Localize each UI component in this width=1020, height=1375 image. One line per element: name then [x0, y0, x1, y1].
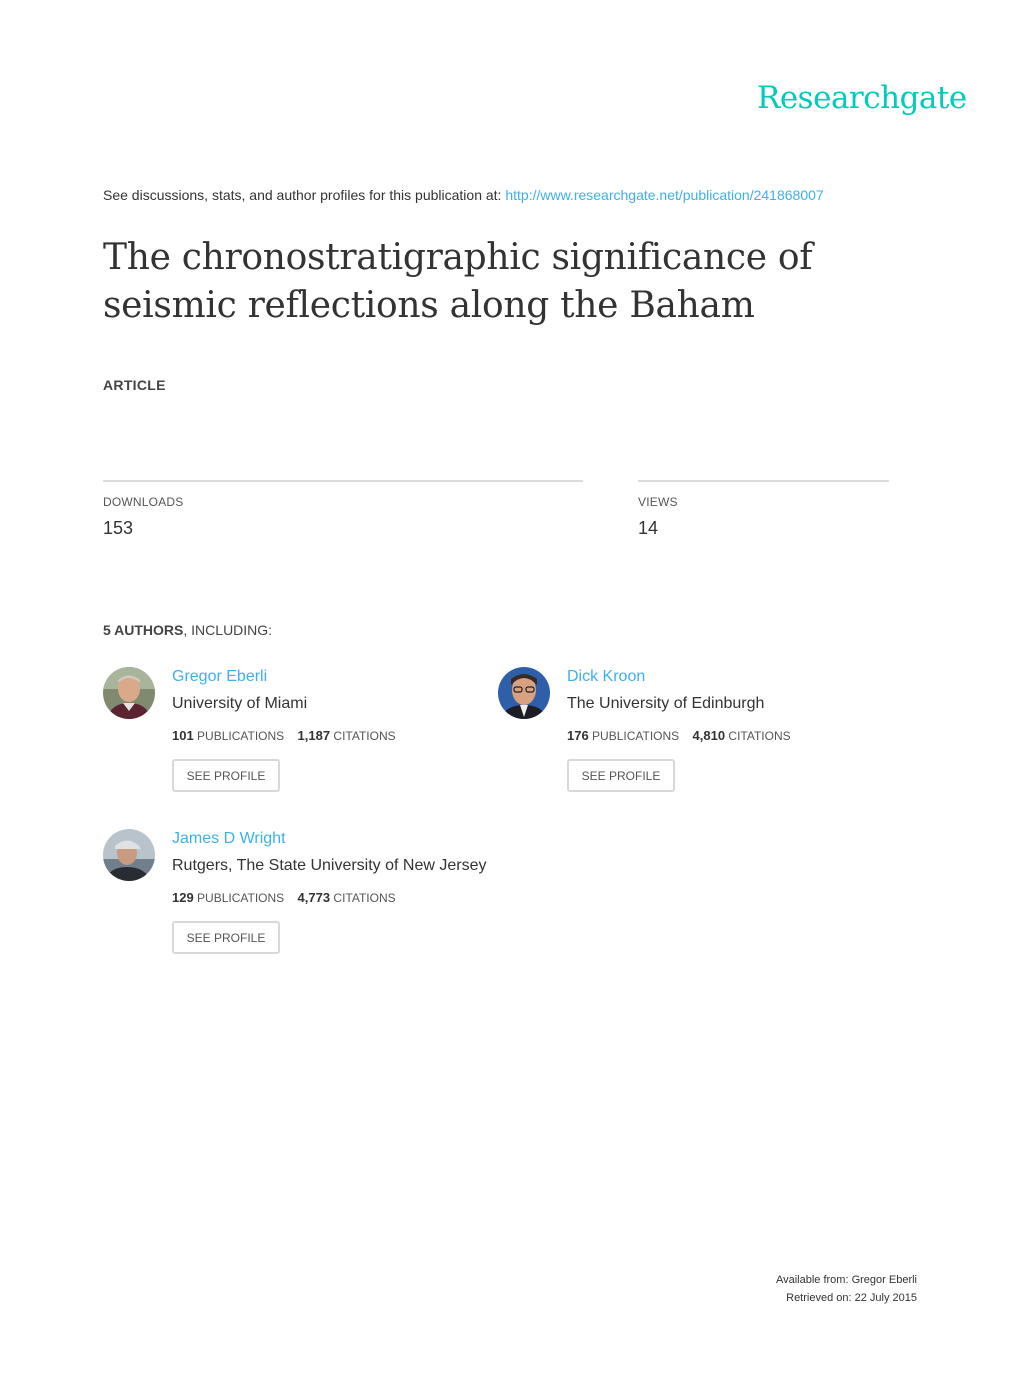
article-title: The chronostratigraphic significance of seismic reflections along the Baham	[103, 237, 813, 326]
person-photo-icon	[103, 667, 155, 719]
publication-link-line	[103, 187, 824, 203]
author-avatar[interactable]	[103, 667, 155, 719]
publications-count: 129	[172, 890, 194, 905]
author-name-link[interactable]: Gregor Eberli	[172, 668, 268, 685]
citations-count: 4,773	[297, 890, 331, 905]
publications-label: PUBLICATIONS	[197, 729, 285, 743]
author-institution: Rutgers, The State University of New Jersey	[172, 857, 487, 874]
author-name-link[interactable]: Dick Kroon	[567, 668, 646, 685]
author-stats	[567, 728, 791, 743]
downloads-divider	[103, 480, 583, 482]
author-name-link[interactable]: James D Wright	[172, 830, 286, 847]
views-label: VIEWS	[638, 495, 678, 509]
see-profile-button[interactable]: SEE PROFILE	[567, 759, 675, 792]
author-avatar[interactable]	[103, 829, 155, 881]
publications-label: PUBLICATIONS	[592, 729, 680, 743]
publications-count: 176	[567, 728, 589, 743]
citations-count: 4,810	[692, 728, 726, 743]
citations-label: CITATIONS	[728, 729, 791, 743]
author-card	[103, 829, 487, 969]
authors-count: 5 AUTHORS	[103, 622, 184, 638]
author-stats	[172, 890, 396, 905]
available-from: Available from: Gregor Eberli	[775, 1274, 917, 1286]
author-card	[103, 667, 483, 807]
citations-count: 1,187	[297, 728, 331, 743]
author-avatar[interactable]	[498, 667, 550, 719]
see-profile-button[interactable]: SEE PROFILE	[172, 921, 280, 954]
downloads-value: 153	[103, 518, 134, 538]
author-card	[498, 667, 878, 807]
article-type-label: ARTICLE	[103, 377, 166, 393]
retrieved-on: Retrieved on: 22 July 2015	[786, 1292, 917, 1304]
authors-suffix: , INCLUDING:	[183, 622, 273, 638]
see-profile-button[interactable]: SEE PROFILE	[172, 759, 280, 792]
citations-label: CITATIONS	[333, 729, 396, 743]
person-photo-icon	[498, 667, 550, 719]
views-value: 14	[638, 518, 659, 538]
publication-link-prefix: See discussions, stats, and author profiles for this publication at:	[103, 187, 502, 203]
publications-label: PUBLICATIONS	[197, 891, 285, 905]
author-institution: University of Miami	[172, 695, 308, 712]
researchgate-logo[interactable]: Researchgate	[757, 80, 967, 116]
publications-count: 101	[172, 728, 194, 743]
views-divider	[638, 480, 889, 482]
author-stats	[172, 728, 396, 743]
author-institution: The University of Edinburgh	[567, 695, 765, 712]
authors-header	[103, 622, 272, 638]
person-photo-icon	[103, 829, 155, 881]
publication-url-link[interactable]: http://www.researchgate.net/publication/241868007	[505, 187, 824, 203]
citations-label: CITATIONS	[333, 891, 396, 905]
downloads-label: DOWNLOADS	[103, 495, 184, 509]
